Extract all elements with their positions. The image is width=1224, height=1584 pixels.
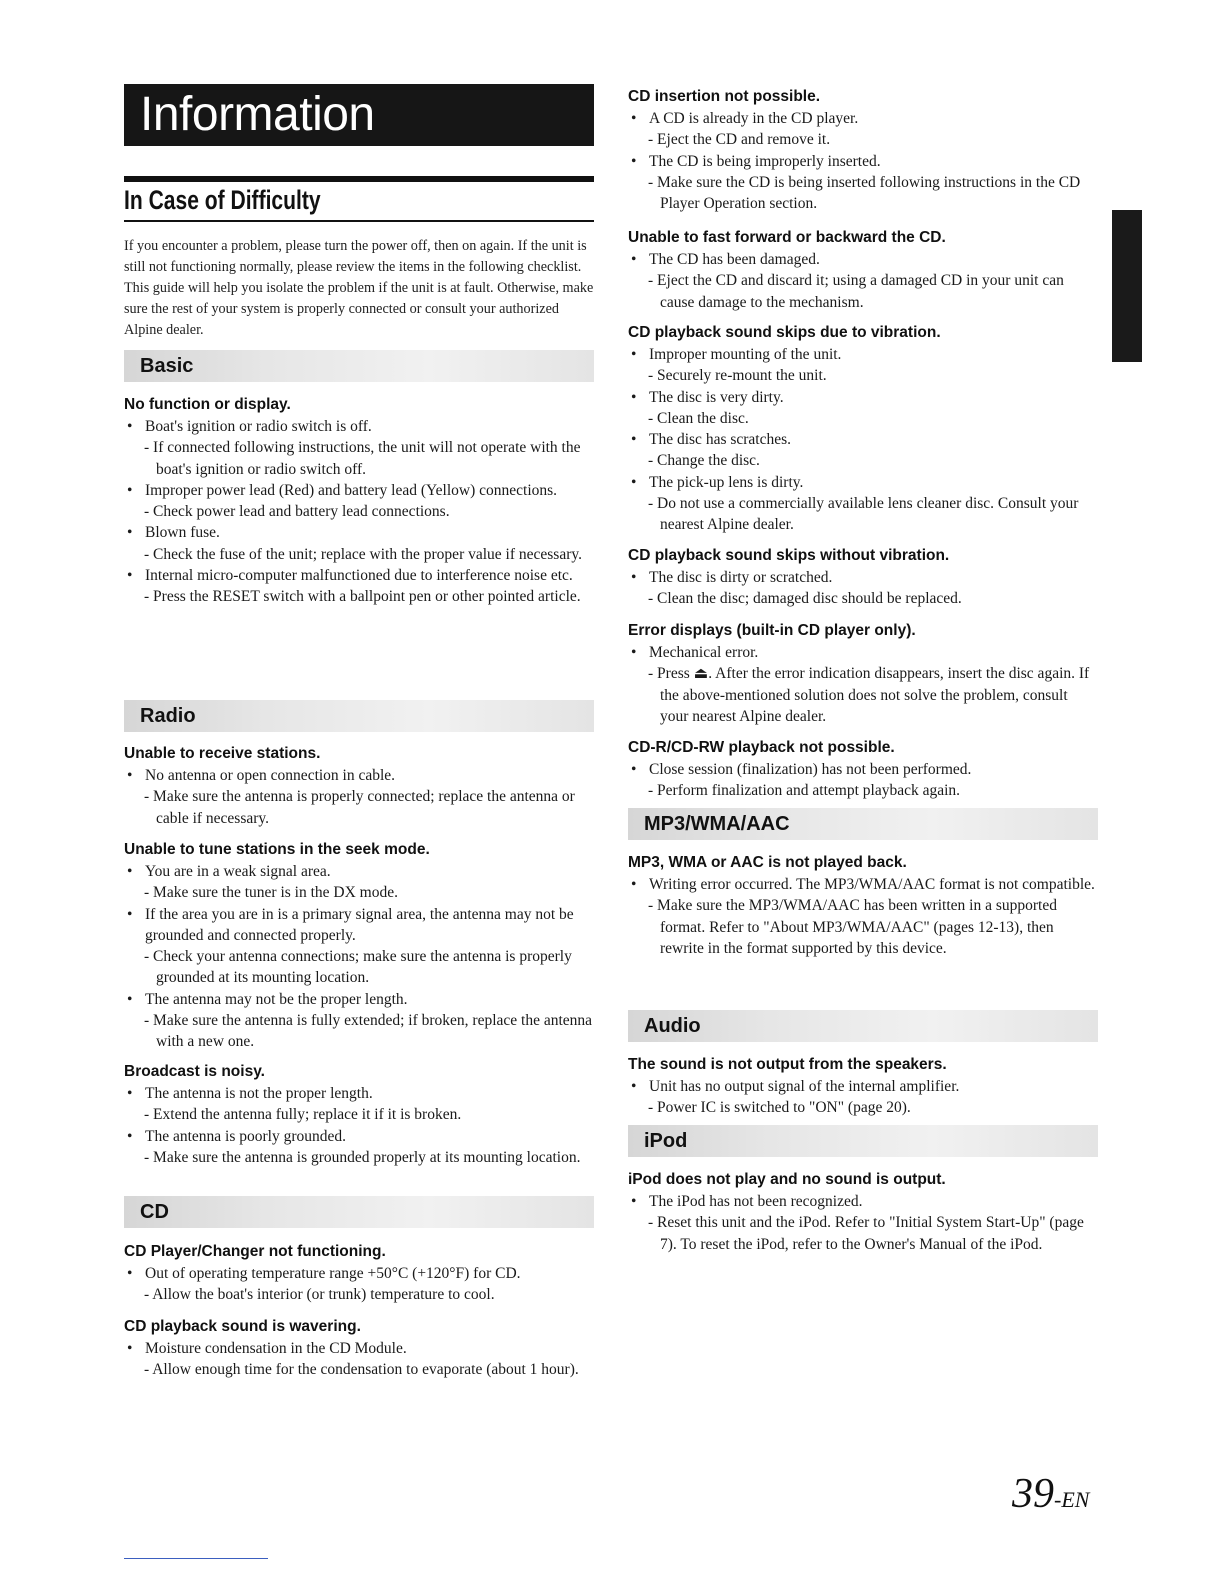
remedy-item: - Reset this unit and the iPod. Refer to "Initial System Start-Up" (page 7). To reset the iPod, refer to the Owner's Manual of the iPod. [628, 1212, 1098, 1255]
issue-heading: MP3, WMA or AAC is not played back. [628, 854, 907, 871]
remedy-item: - Perform finalization and attempt playback again. [628, 780, 1098, 801]
remedy-item: - Securely re-mount the unit. [628, 365, 1098, 386]
issue-heading: Unable to fast forward or backward the CD. [628, 229, 946, 246]
band-mp3-label: MP3/WMA/AAC [644, 813, 790, 835]
remedy-item: - Check your antenna connections; make sure the antenna is properly grounded at its mounting location. [124, 946, 594, 989]
cd-block-7 [628, 620, 1098, 727]
cause-item: • Close session (finalization) has not been performed. [628, 759, 1098, 780]
cause-item: • Out of operating temperature range +50°C (+120°F) for CD. [124, 1263, 594, 1284]
band-ipod [628, 1125, 1098, 1157]
band-audio [628, 1010, 1098, 1042]
cause-item: • The CD has been damaged. [628, 249, 1098, 270]
band-basic [124, 350, 594, 382]
cause-item: • The antenna is poorly grounded. [124, 1126, 594, 1147]
mp3-block [628, 852, 1098, 959]
information-banner: Information [124, 84, 594, 146]
cause-item: • You are in a weak signal area. [124, 861, 594, 882]
cd-block-1 [124, 1241, 594, 1306]
page-number [1012, 1470, 1089, 1518]
remedy-item: - Check power lead and battery lead connections. [124, 501, 594, 522]
issue-heading: Broadcast is noisy. [124, 1063, 265, 1080]
footer-rule [124, 1558, 268, 1559]
remedy-item: - Clean the disc; damaged disc should be replaced. [628, 588, 1098, 609]
remedy-item: - Power IC is switched to "ON" (page 20). [628, 1097, 1098, 1118]
cause-item: • Unit has no output signal of the internal amplifier. [628, 1076, 1098, 1097]
band-radio [124, 700, 594, 732]
remedy-item: - Make sure the antenna is fully extended; if broken, replace the antenna with a new one. [124, 1010, 594, 1053]
remedy-item: - Do not use a commercially available lens cleaner disc. Consult your nearest Alpine dealer. [628, 493, 1098, 536]
audio-block [628, 1054, 1098, 1119]
page-number-value: 39 [1012, 1471, 1054, 1517]
cause-item: • Improper mounting of the unit. [628, 344, 1098, 365]
cd-block-3 [628, 86, 1098, 214]
cause-item: • A CD is already in the CD player. [628, 108, 1098, 129]
cause-item: • Moisture condensation in the CD Module. [124, 1338, 594, 1359]
remedy-item: - Make sure the tuner is in the DX mode. [124, 882, 594, 903]
cause-item: • Boat's ignition or radio switch is off. [124, 416, 594, 437]
remedy-item: - Make sure the CD is being inserted following instructions in the CD Player Operation section. [628, 172, 1098, 215]
cause-item: • The iPod has not been recognized. [628, 1191, 1098, 1212]
band-audio-label: Audio [644, 1015, 701, 1037]
cd-block-8 [628, 737, 1098, 802]
remedy-item: - Clean the disc. [628, 408, 1098, 429]
issue-heading: CD-R/CD-RW playback not possible. [628, 739, 895, 756]
remedy-item: - Check the fuse of the unit; replace with the proper value if necessary. [124, 544, 594, 565]
section-edge-tab [1112, 210, 1142, 362]
cause-item: • The pick-up lens is dirty. [628, 472, 1098, 493]
remedy-item: - Extend the antenna fully; replace it if it is broken. [124, 1104, 594, 1125]
issue-heading: The sound is not output from the speakers. [628, 1056, 947, 1073]
intro-paragraph: If you encounter a problem, please turn the power off, then on again. If the unit is still not functioning normally, please review the items in the following checklist. This guide will help you isolate the problem if the unit is at fault. Otherwise, make sure the rest of your system is properly connected or consult your authorized Alpine dealer. [124, 238, 594, 338]
issue-heading: CD Player/Changer not functioning. [124, 1243, 386, 1260]
remedy-item: - Press the RESET switch with a ballpoint pen or other pointed article. [124, 586, 594, 607]
issue-heading: CD insertion not possible. [628, 88, 821, 105]
issue-heading: Unable to tune stations in the seek mode. [124, 841, 430, 858]
cause-item: • The CD is being improperly inserted. [628, 151, 1098, 172]
cd-block-6 [628, 545, 1098, 610]
cause-item: • The disc has scratches. [628, 429, 1098, 450]
remedy-item: - Change the disc. [628, 450, 1098, 471]
cause-item: • If the area you are in is a primary signal area, the antenna may not be grounded and connected properly. [124, 904, 594, 947]
section-title: In Case of Difficulty [124, 185, 321, 215]
issue-heading: CD playback sound skips due to vibration. [628, 324, 941, 341]
band-mp3 [628, 808, 1098, 840]
issue-heading: iPod does not play and no sound is output. [628, 1171, 946, 1188]
remedy-item: - If connected following instructions, the unit will not operate with the boat's ignition or radio switch off. [124, 437, 594, 480]
issue-heading: CD playback sound skips without vibration. [628, 547, 950, 564]
remedy-item: - Eject the CD and remove it. [628, 129, 1098, 150]
issue-heading: Unable to receive stations. [124, 745, 321, 762]
basic-block [124, 394, 594, 608]
cause-item: • Blown fuse. [124, 522, 594, 543]
cd-block-4 [628, 227, 1098, 313]
radio-block-2 [124, 839, 594, 1053]
band-cd [124, 1196, 594, 1228]
cause-item: • The disc is very dirty. [628, 387, 1098, 408]
cause-item: • No antenna or open connection in cable. [124, 765, 594, 786]
remedy-item: - Eject the CD and discard it; using a damaged CD in your unit can cause damage to the mechanism. [628, 270, 1098, 313]
issue-heading: Error displays (built-in CD player only). [628, 622, 916, 639]
page-number-suffix: -EN [1054, 1487, 1090, 1512]
cd-block-5 [628, 322, 1098, 536]
band-radio-label: Radio [140, 705, 196, 727]
cause-item: • The antenna is not the proper length. [124, 1083, 594, 1104]
issue-heading: CD playback sound is wavering. [124, 1318, 361, 1335]
cause-item: • Writing error occurred. The MP3/WMA/AAC format is not compatible. [628, 874, 1098, 895]
band-ipod-label: iPod [644, 1130, 688, 1152]
remedy-item: - Make sure the antenna is grounded properly at its mounting location. [124, 1147, 594, 1168]
band-basic-label: Basic [140, 355, 194, 377]
band-cd-label: CD [140, 1201, 169, 1223]
cd-block-2 [124, 1316, 594, 1381]
cause-item: • Internal micro-computer malfunctioned due to interference noise etc. [124, 565, 594, 586]
section-rule-bottom [124, 220, 594, 222]
remedy-item: - Make sure the MP3/WMA/AAC has been written in a supported format. Refer to "About MP3/WMA/AAC" (pages 12-13), then rewrite in the format supported by this device. [628, 895, 1098, 959]
radio-block-3 [124, 1061, 594, 1168]
cause-item: • Improper power lead (Red) and battery lead (Yellow) connections. [124, 480, 594, 501]
ipod-block [628, 1169, 1098, 1255]
radio-block-1 [124, 743, 594, 829]
cause-item: • Mechanical error. [628, 642, 1098, 663]
cause-item: • The antenna may not be the proper length. [124, 989, 594, 1010]
remedy-item: - Allow the boat's interior (or trunk) temperature to cool. [124, 1284, 594, 1305]
cause-item: • The disc is dirty or scratched. [628, 567, 1098, 588]
remedy-item: - Make sure the antenna is properly connected; replace the antenna or cable if necessary. [124, 786, 594, 829]
remedy-item: - Press ⏏. After the error indication disappears, insert the disc again. If the above-mentioned solution does not solve the problem, consult your nearest Alpine dealer. [628, 663, 1098, 727]
issue-heading: No function or display. [124, 396, 291, 413]
remedy-item: - Allow enough time for the condensation to evaporate (about 1 hour). [124, 1359, 594, 1380]
